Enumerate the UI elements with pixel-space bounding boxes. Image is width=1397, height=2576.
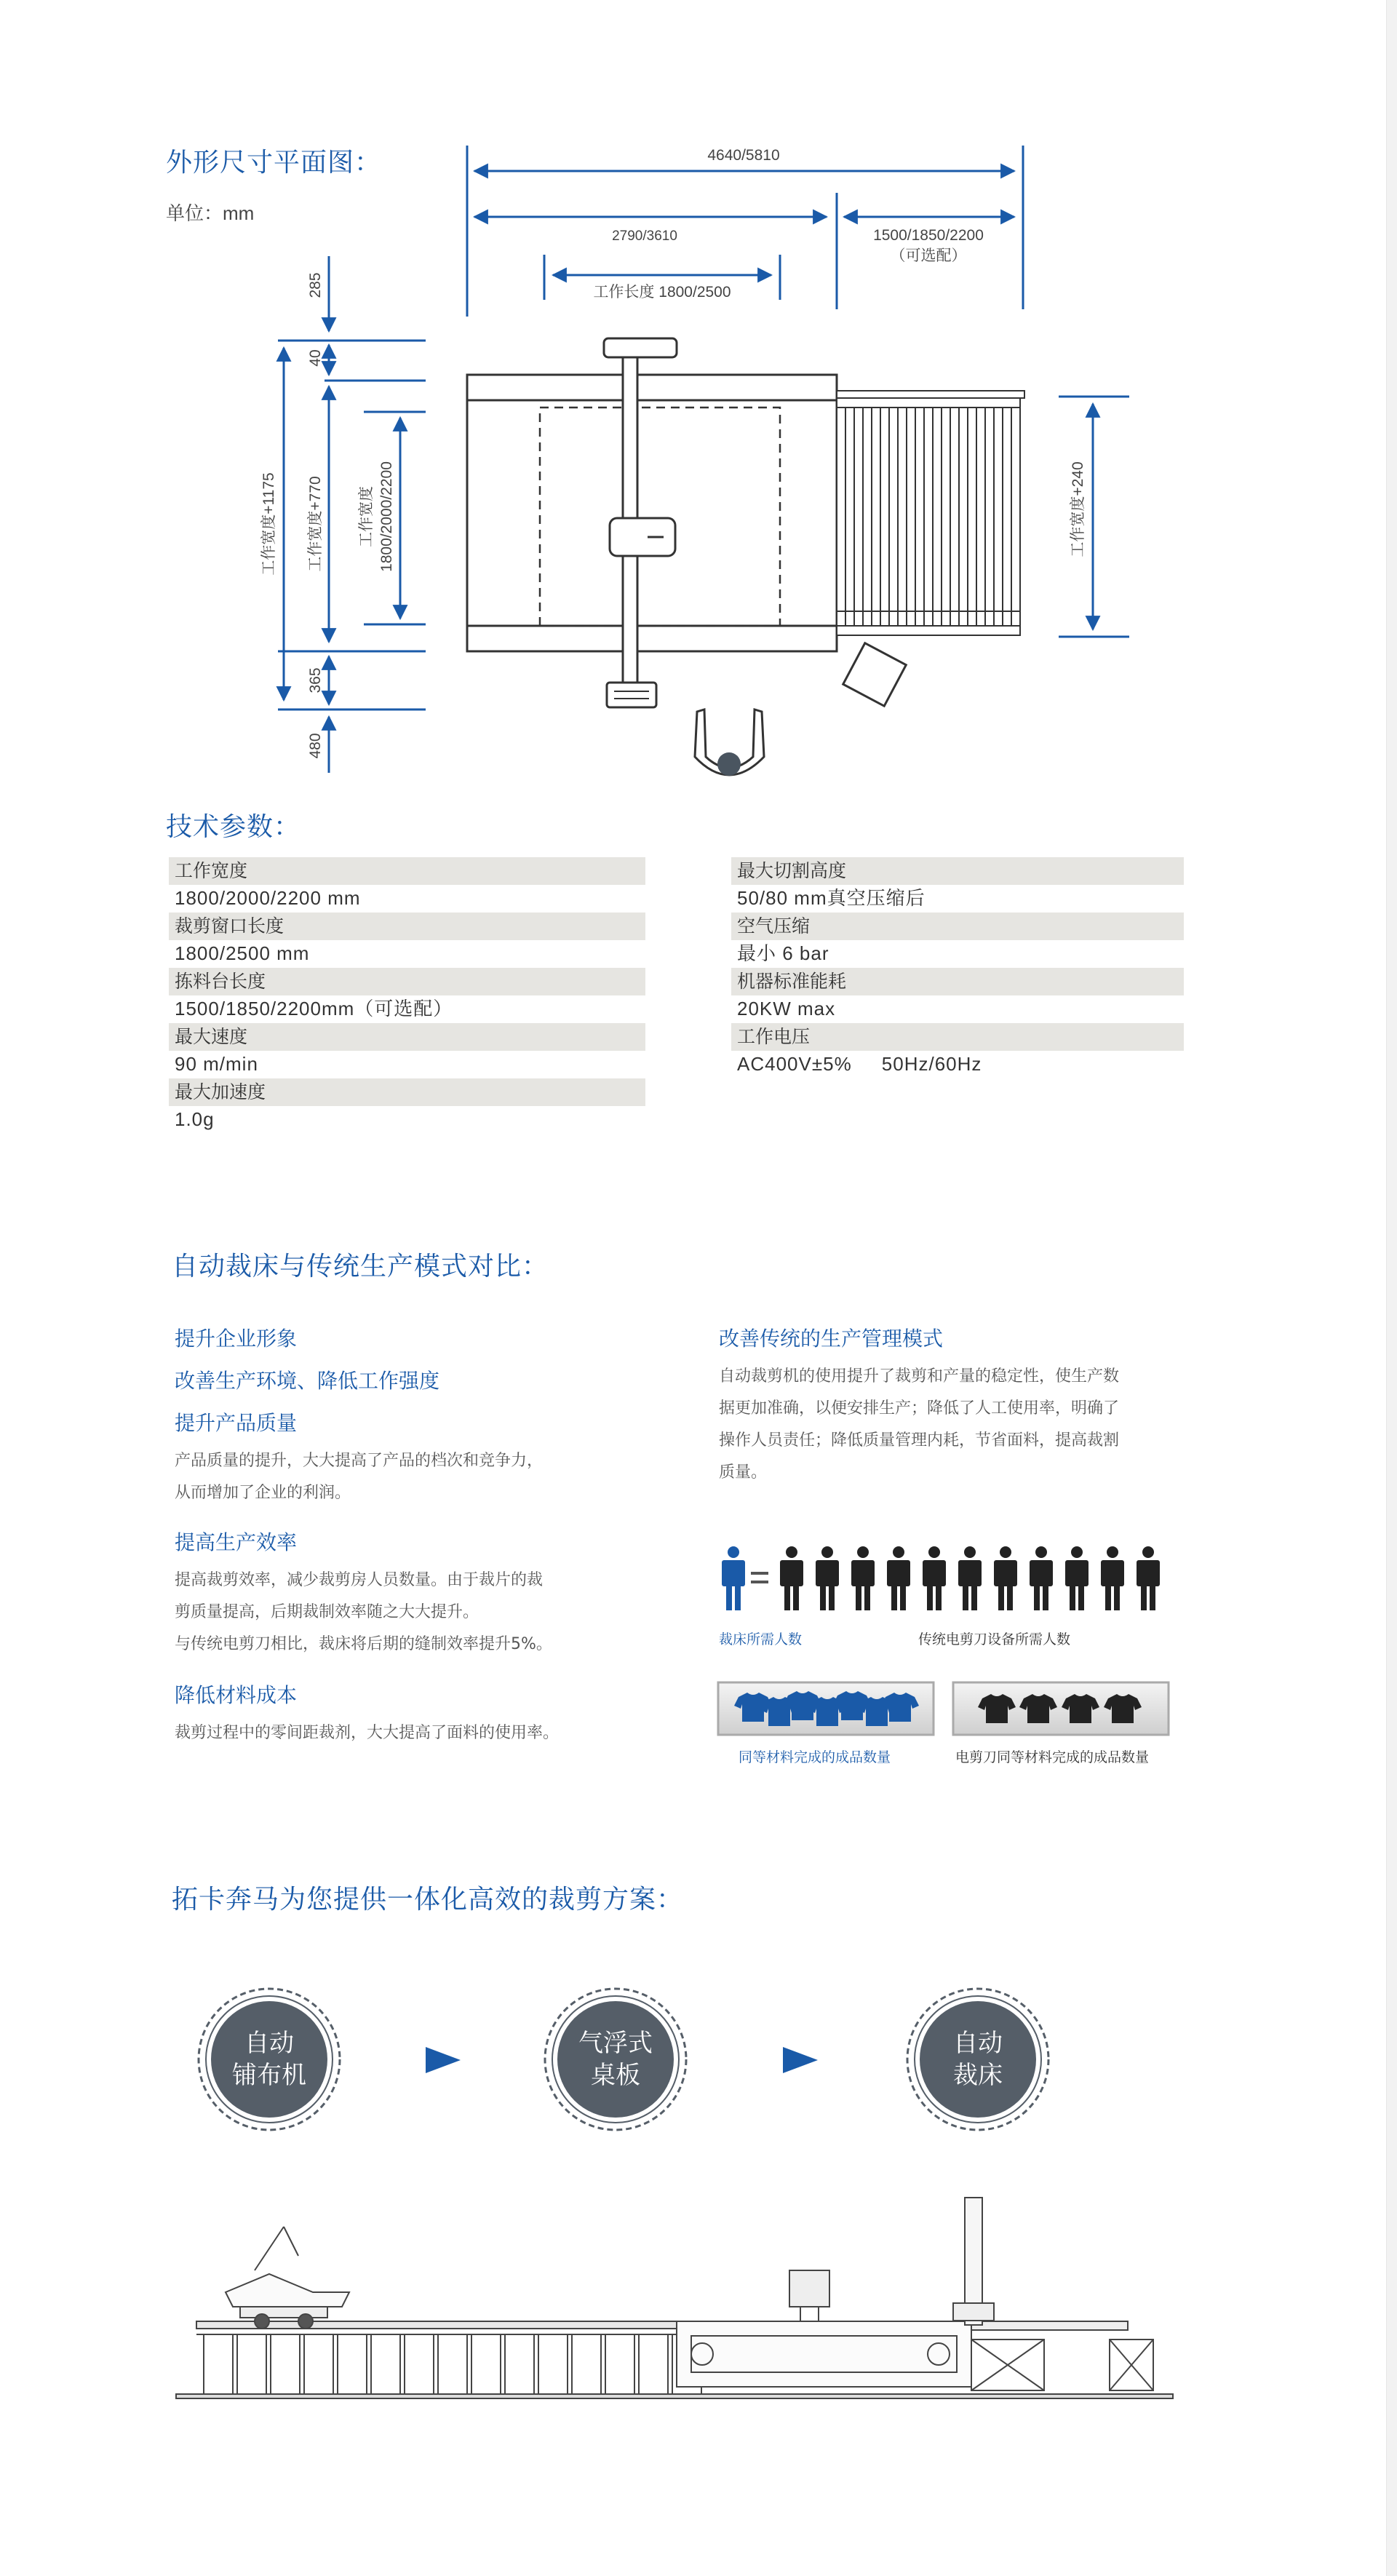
spec-label: 机器标准能耗 [731, 968, 1184, 995]
unit-label: 单位：mm [166, 202, 255, 224]
dim-width-label: 工作宽度 [358, 486, 375, 547]
spec-label: 最大加速度 [169, 1078, 645, 1106]
spec-label: 工作宽度 [169, 857, 645, 885]
text-line: 据更加准确，以便安排生产；降低了人工使用率，明确了 [719, 1399, 1120, 1418]
step-label: 自动 裁床 [953, 2029, 1003, 2090]
spec-value: 1800/2000/2200 mm [175, 887, 361, 909]
solution-title: 拓卡奔马为您提供一体化高效的裁剪方案： [172, 1885, 684, 1915]
text-line: 操作人员责任；降低质量管理内耗，节省面料，提高裁割 [719, 1431, 1120, 1450]
text-line: 裁剪过程中的零间距裁剂，大大提高了面料的使用率。 [175, 1724, 560, 1742]
spec-value: 1.0g [175, 1108, 215, 1130]
production-line-illustration [167, 2183, 1186, 2416]
spec-label: 裁剪窗口长度 [169, 913, 645, 940]
adv-heading-environment: 改善生产环境、降低工作强度 [175, 1369, 440, 1393]
floor-plan-diagram [0, 0, 1397, 800]
spec-value: 最小 6 bar [737, 942, 829, 964]
people-caption-right: 传统电剪刀设备所需人数 [918, 1631, 1071, 1647]
text-line: 从而增加了企业的利润。 [175, 1484, 351, 1502]
spec-label: 最大速度 [169, 1023, 645, 1051]
dim-40: 40 [307, 349, 324, 367]
arrow-right-icon [426, 2047, 462, 2073]
spec-value: 1500/1850/2200mm（可选配） [175, 998, 453, 1019]
dim-working-length: 工作长度 1800/2500 [593, 284, 731, 301]
text-line: 产品质量的提升，大大提高了产品的档次和竞争力， [175, 1452, 544, 1470]
operator-person-icon [722, 1546, 745, 1610]
dimensions-title: 外形尺寸平面图： [166, 148, 382, 178]
people-comparison [713, 1543, 1179, 1615]
step-air-table [543, 1987, 688, 2132]
text-line: 质量。 [719, 1463, 768, 1482]
adv-heading-cost: 降低材料成本 [175, 1683, 298, 1707]
adv-text-management [719, 1361, 1119, 1489]
dim-total-length: 4640/5810 [707, 147, 780, 164]
dim-picking-length: 1500/1850/2200 [873, 227, 984, 244]
adv-heading-quality: 提升产品质量 [175, 1411, 298, 1435]
adv-heading-efficiency: 提高生产效率 [175, 1530, 298, 1554]
step-auto-cutter [905, 1987, 1051, 2132]
spec-value: 20KW max [737, 998, 836, 1019]
adv-heading-management: 改善传统的生产管理模式 [719, 1327, 944, 1351]
text-line: 剪质量提高，后期裁制效率随之大大提升。 [175, 1603, 479, 1621]
dim-width-1175: 工作宽度+1175 [260, 472, 277, 576]
dim-optional: （可选配） [890, 247, 967, 264]
people-caption-left: 裁床所需人数 [719, 1631, 803, 1647]
adv-heading-image: 提升企业形象 [175, 1327, 298, 1351]
dim-width-240: 工作宽度+240 [1070, 461, 1086, 557]
shirts-caption-left: 同等材料完成的成品数量 [739, 1749, 891, 1765]
comparison-title: 自动裁床与传统生产模式对比： [172, 1252, 549, 1281]
spec-value: AC400V±5% 50Hz/60Hz [737, 1053, 982, 1075]
dim-width-770: 工作宽度+770 [307, 476, 324, 572]
dim-480: 480 [307, 733, 324, 759]
shirts-comparison [717, 1681, 1171, 1741]
spec-label: 空气压缩 [731, 913, 1184, 940]
specs-title: 技术参数： [166, 812, 301, 842]
spec-label: 拣料台长度 [169, 968, 645, 995]
dim-285: 285 [307, 272, 324, 298]
dim-width-values: 1800/2000/2200 [378, 461, 395, 572]
spec-value: 90 m/min [175, 1053, 258, 1075]
spec-label: 最大切割高度 [731, 857, 1184, 885]
step-label: 气浮式 桌板 [578, 2029, 653, 2090]
text-line: 提高裁剪效率，减少裁剪房人员数量。由于裁片的裁 [175, 1571, 544, 1589]
spec-value: 50/80 mm真空压缩后 [737, 887, 926, 909]
adv-text-efficiency [175, 1565, 552, 1661]
step-spreader [196, 1987, 342, 2132]
dim-main-length: 2790/3610 [612, 228, 677, 244]
dim-365: 365 [307, 667, 324, 693]
arrow-right-icon [783, 2047, 819, 2073]
text-line: 与传统电剪刀相比，裁床将后期的缝制效率提升5%。 [175, 1635, 552, 1653]
adv-text-cost [175, 1717, 559, 1749]
spec-label: 工作电压 [731, 1023, 1184, 1051]
shirts-caption-right: 电剪刀同等材料完成的成品数量 [955, 1749, 1150, 1765]
spec-value: 1800/2500 mm [175, 942, 310, 964]
traditional-workers-icons [780, 1546, 1160, 1610]
step-label: 自动 铺布机 [232, 2029, 306, 2090]
equals-sign [751, 1573, 768, 1582]
text-line: 自动裁剪机的使用提升了裁剪和产量的稳定性，使生产数 [719, 1367, 1120, 1386]
adv-text-quality [175, 1445, 543, 1509]
